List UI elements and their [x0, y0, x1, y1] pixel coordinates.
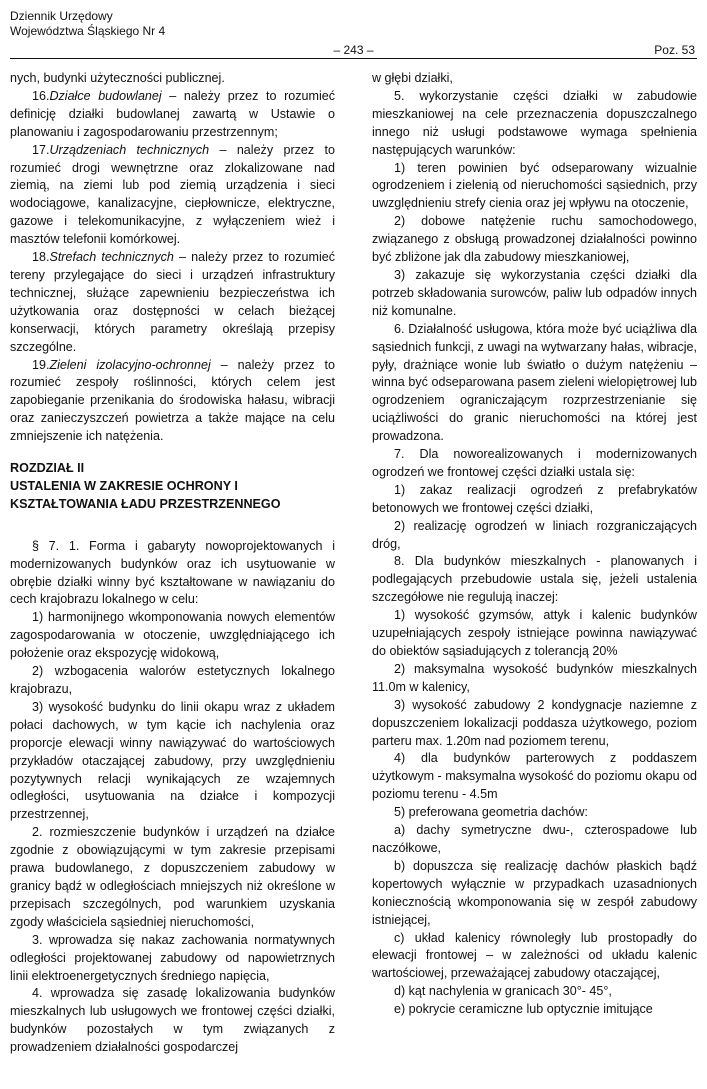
paragraph: w głębi działki, [372, 71, 453, 85]
definition-text: – należy przez to rozumieć tereny przylegające do sieci i urządzeń infrastruktury technicznej, służące zapewnieniu bezpieczeństwa ich użytkowania oraz dostępności w celach bieżącej konserwacji, których parametry określają przepisy szczególne. [10, 250, 335, 354]
list-item: 4) dla budynków parterowych z poddaszem użytkowym - maksymalna wysokość do poziomu okapu od poziomu terenu - 4.5m [372, 751, 697, 802]
list-item: 1) teren powinien być odseparowany wizualnie ogrodzeniem i zielenią od nieruchomości sąsiednich, przy uwzględnieniu strefy cienia oraz jej wpływu na otoczenie, [372, 160, 697, 211]
page-header [10, 9, 697, 55]
paragraph: 7. Dla noworealizowanych i modernizowanych ogrodzeń we frontowej części działki ustala się: [372, 447, 697, 479]
list-item: 3) wysokość budynku do linii okapu wraz z układem połaci dachowych, w tym kącie ich nachylenia oraz proporcje elewacji winny nawiązywać do wartościowych przykładów otaczającej zabudowy, przy uwzględnieniu pozytywnych relacji wynikających ze wzajemnych odległości, usytuowania na działce i kompozycji przestrzennej, [10, 699, 335, 822]
page-number: – 243 – [333, 43, 374, 57]
definition-term: Zieleni izolacyjno-ochronnej [49, 357, 211, 372]
sub-list-item: a) dachy symetryczne dwu-, czterospadowe lub naczółkowe, [372, 823, 697, 855]
sub-list-item: c) układ kalenicy równoległy lub prostopadły do elewacji frontowej – w zależności od układu kalenic wartościowej, przeważającej zabudowy otaczającej, [372, 930, 697, 981]
definition-text: – należy przez to rozumieć zespoły roślinności, których celem jest zapobieganie przenikania do środowiska hałasu, wibracji oraz zanieczyszczeń powietrza a także mające na celu zmniejszenie ich natężenia. [10, 357, 336, 444]
definition-number: 17. [32, 142, 50, 157]
list-item: 5) preferowana geometria dachów: [394, 805, 588, 820]
definition-number: 19. [32, 357, 50, 372]
journal-title [10, 9, 165, 39]
definition-16 [10, 88, 335, 142]
paragraph: 2. rozmieszczenie budynków i urządzeń na działce zgodnie z obowiązującymi w tym zakresie przepisami prawa budowlanego, z dopuszczeniem zabudowy w granicy bądź w odległościach mniejszych niż określone w przepisach szczególnych, pod warunkiem uzyskania zgody właściciela sąsiedniej nieruchomości, [10, 825, 335, 929]
paragraph: 8. Dla budynków mieszkalnych - planowanych i podlegających przebudowie ustala się, jeżeli ustalenia szczegółowe nie regulują inaczej: [372, 554, 697, 605]
left-column [10, 70, 335, 1057]
list-item: 3) wysokość zabudowy 2 kondygnacje naziemne z dopuszczeniem lokalizacji poddasza użytkowego, poziom parteru max. 1.20m nad poziomem terenu, [372, 697, 697, 748]
definition-19 [10, 357, 335, 447]
paragraph: 5. wykorzystanie części działki w zabudowie mieszkaniowej na cele przeznaczenia dopuszczalnego innego niż usługi podstawowe wymaga spełnienia następujących warunków: [372, 88, 697, 157]
section-7-intro: § 7. 1. Forma i gabaryty nowoprojektowanych i modernizowanych budynków oraz ich usytuowanie w obrębie działki winny być kształtowane w nawiązaniu do cech krajobrazu lokalnego w celu: [10, 538, 335, 607]
list-item: 1) wysokość gzymsów, attyk i kalenic budynków uzupełniających zespoły istniejące powinna nawiązywać do obiektów sąsiadujących z tolerancją 20% [372, 608, 697, 658]
list-item: 1) harmonijnego wkomponowania nowych elementów zagospodarowania w otoczenie, uwzględniającego ich położenie oraz ekspozycję widokową, [10, 610, 335, 661]
list-item: 3) zakazuje się wykorzystania części działki dla potrzeb składowania surowców, paliw lub odpadów innych niż komunalne. [372, 267, 697, 318]
journal-title-line2: Województwa Śląskiego Nr 4 [10, 24, 166, 38]
definition-term: Urządzeniach technicznych [49, 142, 210, 157]
definition-number: 18. [32, 250, 50, 265]
sub-list-item: d) kąt nachylenia w granicach 30°- 45°, [394, 984, 612, 999]
journal-title-line1: Dziennik Urzędowy [10, 9, 113, 23]
definition-number: 16. [32, 88, 50, 103]
sub-list-item: b) dopuszcza się realizację dachów płaskich bądź kopertowych wyłącznie w przypadkach uzasadnionych koniecznością wkomponowania się w zespół zabudowy istniejącej, [372, 858, 697, 927]
list-item: 2) maksymalna wysokość budynków mieszkalnych 11.0m w kalenicy, [372, 661, 697, 694]
paragraph: 4. wprowadza się zasadę lokalizowania budynków mieszkalnych lub usługowych we frontowej części działki, budynków pozostałych w tym związanych z prowadzeniem działalności gospodarczej [10, 986, 335, 1055]
chapter-number: ROZDZIAŁ II [10, 461, 85, 476]
list-item: 2) dobowe natężenie ruchu samochodowego, związanego z obsługą prowadzonej działalności powinno być zbliżone jak dla zabudowy mieszkaniowej, [372, 214, 697, 265]
definition-text: – należy przez to rozumieć definicję działki budowlanej zawartą w Ustawie o planowaniu i zagospodarowaniu przestrzennym; [10, 88, 335, 139]
chapter-title: USTALENIA W ZAKRESIE OCHRONY I KSZTAŁTOWANIA ŁADU PRZESTRZENNEGO [10, 478, 281, 511]
definition-term: Strefach technicznych [49, 250, 174, 265]
list-item: 2) wzbogacenia walorów estetycznych lokalnego krajobrazu, [10, 664, 335, 696]
header-divider [10, 58, 697, 59]
paragraph: nych, budynki użyteczności publicznej. [10, 71, 225, 85]
definition-17 [10, 142, 335, 249]
position-number: Poz. 53 [654, 43, 695, 57]
definition-term: Działce budowlanej [49, 88, 162, 103]
right-column [372, 70, 697, 1019]
definition-text: – należy przez to rozumieć drogi wewnętrzne oraz zlokalizowane nad ziemią, na ziemi lub pod ziemią urządzenia i sieci wodociągowe, kanalizacyjne, ciepłownicze, elektryczne, gazowe i telekomunikacyjne, z wyłączeniem wież i masztów telefonii komórkowej. [10, 142, 336, 247]
definition-18 [10, 249, 335, 356]
paragraph: 6. Działalność usługowa, która może być uciążliwa dla sąsiednich funkcji, z uwagi na wytwarzany hałas, wibracje, pyły, drażniące wonie lub światło o dużym natężeniu – winna być odseparowana pasem zieleni wielopiętrowej lub ogrodzeniem ograniczającym rozprzestrzenianie się uciążliwości do granic nieruchomości na której jest prowadzona. [372, 321, 697, 444]
sub-list-item: e) pokrycie ceramiczne lub optycznie imitujące [394, 1002, 653, 1017]
list-item: 2) realizację ogrodzeń w liniach rozgraniczających dróg, [372, 518, 697, 551]
paragraph: 3. wprowadza się nakaz zachowania normatywnych odległości projektowanej zabudowy od napowietrznych linii elektroenergetycznych średniego napięcia, [10, 932, 335, 983]
chapter-heading [10, 460, 335, 514]
list-item: 1) zakaz realizacji ogrodzeń z prefabrykatów betonowych we frontowej części działki, [372, 482, 697, 515]
